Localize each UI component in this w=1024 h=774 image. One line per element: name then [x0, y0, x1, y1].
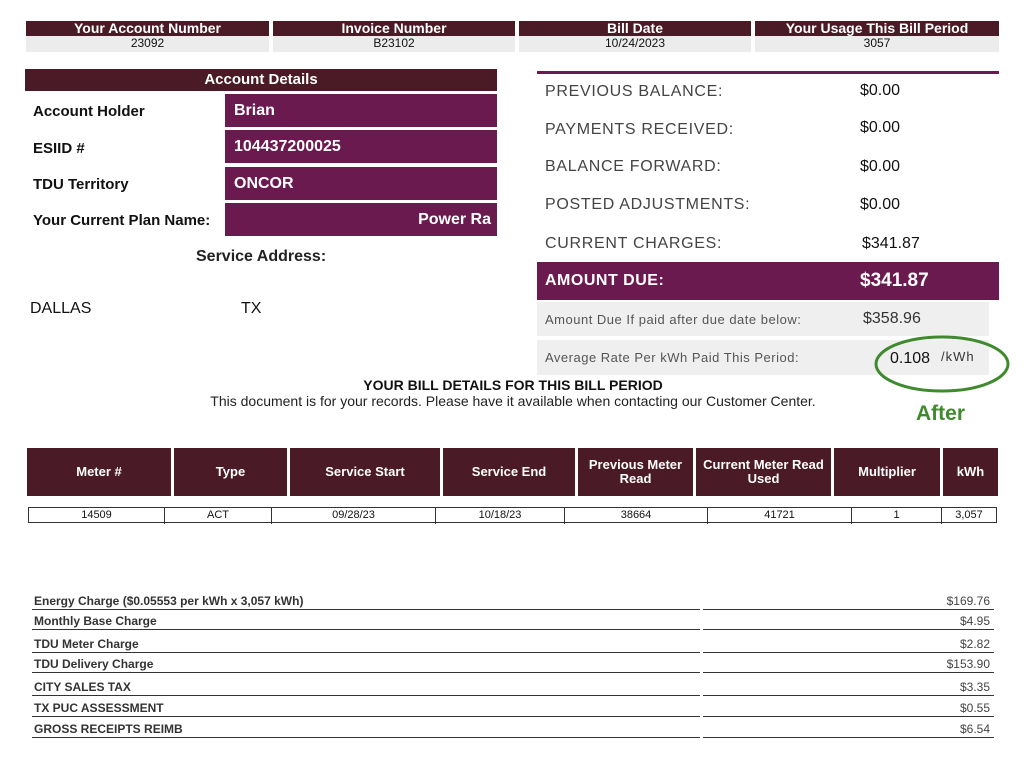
tdu-territory-label: TDU Territory — [33, 176, 129, 193]
summary-top-rule — [537, 71, 999, 74]
balance-forward-label: BALANCE FORWARD: — [545, 158, 722, 175]
previous-balance-value: $0.00 — [860, 82, 901, 99]
charge-label: Monthly Base Charge — [34, 614, 157, 628]
average-rate-label: Average Rate Per kWh Paid This Period: — [545, 350, 800, 365]
previous-read-cell: 38664 — [565, 508, 708, 524]
charge-divider — [703, 716, 994, 717]
type-header: Type — [174, 448, 290, 496]
account-number-label: Your Account Number — [26, 21, 269, 36]
meter-number-cell: 14509 — [29, 508, 165, 524]
payments-received-label: PAYMENTS RECEIVED: — [545, 121, 734, 138]
charge-divider — [703, 629, 994, 630]
charge-row — [32, 718, 994, 738]
charge-amount: $169.76 — [946, 594, 990, 608]
posted-adjustments-label: POSTED ADJUSTMENTS: — [545, 196, 751, 213]
service-end-header: Service End — [443, 448, 578, 496]
type-cell: ACT — [165, 508, 272, 524]
bill-details-subtitle: This document is for your records. Please have it available when contacting our Customer Center. — [210, 393, 816, 409]
esiid-value: 104437200025 — [225, 130, 497, 163]
balance-forward-value: $0.00 — [860, 158, 901, 175]
charge-divider — [32, 672, 700, 673]
amount-due-bar — [537, 262, 999, 300]
usage-value: 3057 — [755, 36, 999, 52]
charge-divider — [32, 737, 700, 738]
plan-name-value: Power Ra — [225, 203, 497, 236]
kwh-cell: 3,057 — [955, 509, 983, 521]
charge-amount: $153.90 — [946, 657, 990, 671]
charge-label: Energy Charge ($0.05553 per kWh x 3,057 kWh) — [34, 594, 304, 608]
current-read-cell: 41721 — [708, 508, 852, 524]
service-start-cell: 09/28/23 — [272, 508, 436, 524]
previous-balance-label: PREVIOUS BALANCE: — [545, 83, 724, 100]
current-read-header: Current Meter Read Used — [696, 448, 834, 496]
multiplier-header: Multiplier — [834, 448, 943, 496]
bill-details-title: YOUR BILL DETAILS FOR THIS BILL PERIOD — [363, 377, 663, 393]
tdu-territory-value: ONCOR — [225, 167, 497, 200]
meter-table-row — [28, 507, 997, 523]
charge-amount: $0.55 — [959, 701, 990, 715]
bill-date-box — [519, 21, 751, 52]
charge-divider — [32, 716, 700, 717]
charge-label: TDU Delivery Charge — [34, 657, 154, 671]
charge-divider — [703, 672, 994, 673]
usage-label: Your Usage This Bill Period — [755, 21, 999, 36]
multiplier-cell: 1 — [852, 508, 942, 524]
average-rate-unit: /kWh — [941, 349, 975, 364]
average-rate-value: 0.108 — [890, 350, 931, 367]
charge-label: TX PUC ASSESSMENT — [34, 701, 164, 715]
current-charges-value: $341.87 — [862, 235, 920, 252]
charge-row — [32, 590, 994, 610]
charge-amount: $2.82 — [959, 637, 990, 651]
late-amount-value: $358.96 — [863, 310, 921, 327]
current-charges-label: CURRENT CHARGES: — [545, 235, 723, 252]
amount-due-value: $341.87 — [860, 270, 929, 291]
charge-divider — [703, 695, 994, 696]
late-amount-label: Amount Due If paid after due date below: — [545, 312, 802, 327]
service-start-header: Service Start — [290, 448, 443, 496]
account-number-value: 23092 — [26, 36, 269, 52]
charge-label: TDU Meter Charge — [34, 637, 139, 651]
service-state: TX — [241, 300, 262, 317]
bill-date-value: 10/24/2023 — [519, 36, 751, 52]
charge-label: GROSS RECEIPTS REIMB — [34, 722, 183, 736]
annotation-after-text: After — [916, 402, 966, 425]
charge-amount: $4.95 — [959, 614, 990, 628]
charge-row — [32, 653, 994, 673]
account-holder-value: Brian — [225, 94, 497, 127]
account-number-box — [26, 21, 269, 52]
plan-name-label: Your Current Plan Name: — [33, 212, 211, 229]
invoice-number-value: B23102 — [273, 36, 515, 52]
invoice-number-box — [273, 21, 515, 52]
meter-table-header — [27, 448, 998, 496]
payments-received-value: $0.00 — [860, 119, 901, 136]
service-city: DALLAS — [30, 300, 92, 317]
invoice-number-label: Invoice Number — [273, 21, 515, 36]
charge-row — [32, 697, 994, 717]
late-amount-row — [537, 302, 989, 336]
charge-divider — [32, 629, 700, 630]
charge-row — [32, 610, 994, 630]
charge-divider — [703, 737, 994, 738]
charge-amount: $6.54 — [959, 722, 990, 736]
bill-date-label: Bill Date — [519, 21, 751, 36]
esiid-label: ESIID # — [33, 140, 85, 157]
account-details-title: Account Details — [25, 69, 497, 91]
amount-due-label: AMOUNT DUE: — [545, 272, 665, 289]
charge-row — [32, 633, 994, 653]
service-address-label: Service Address: — [196, 248, 327, 265]
charge-row — [32, 676, 994, 696]
meter-number-header: Meter # — [27, 448, 174, 496]
account-holder-label: Account Holder — [33, 103, 145, 120]
previous-read-header: Previous Meter Read — [578, 448, 696, 496]
charge-amount: $3.35 — [959, 680, 990, 694]
kwh-header: kWh — [956, 464, 985, 479]
service-end-cell: 10/18/23 — [436, 508, 565, 524]
charge-label: CITY SALES TAX — [34, 680, 131, 694]
usage-box — [755, 21, 999, 52]
charge-divider — [32, 695, 700, 696]
posted-adjustments-value: $0.00 — [860, 196, 901, 213]
